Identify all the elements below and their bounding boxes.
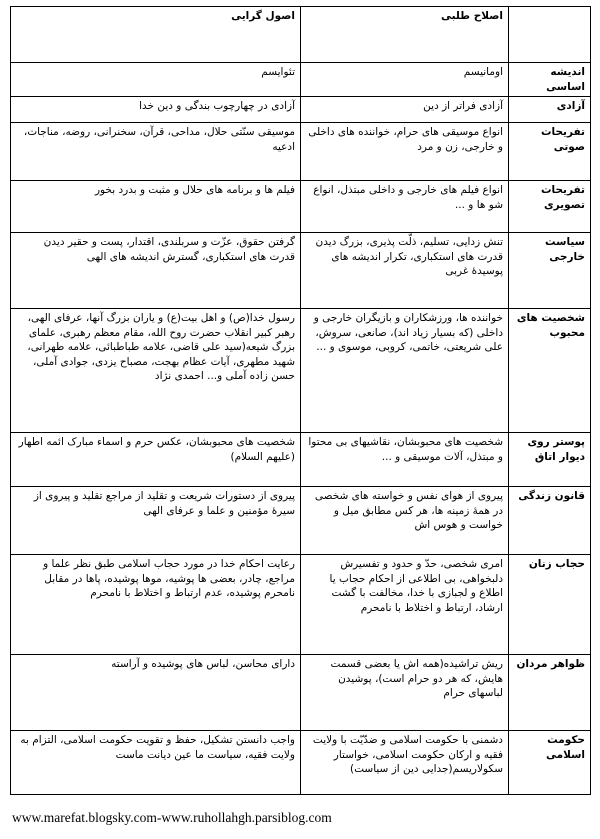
table-row bbox=[11, 655, 591, 731]
fund-cell: موسیقی سنّتی حلال، مداحی، قرآن، سخنرانی، روضه، مناجات، ادعیه bbox=[11, 123, 301, 181]
row-label: شخصیت های محبوب bbox=[509, 309, 591, 433]
footer-urls: www.marefat.blogsky.com-www.ruhollahgh.parsiblog.com bbox=[12, 810, 332, 825]
fund-cell: رعایت احکام خدا در مورد حجاب اسلامی طبق نظر علما و مراجع، چادر، بعضی ها پوشیه، موها پوشیده، پاها در مقابل نامحرم پوشیده، عدم ارتباط و اختلاط با نامحرم bbox=[11, 555, 301, 655]
row-label: حجاب زنان bbox=[509, 555, 591, 655]
fund-cell: آزادی در چهارچوب بندگی و دین خدا bbox=[11, 97, 301, 123]
reform-cell: آزادی فراتر از دین bbox=[301, 97, 509, 123]
row-label: تفریحات تصویری bbox=[509, 181, 591, 233]
reform-cell: شخصیت های محبوبشان، نقاشیهای بی محتوا و مبتذل، آلات موسیقی و ... bbox=[301, 433, 509, 487]
fund-cell: تئوایسم bbox=[11, 63, 301, 97]
table-row bbox=[11, 63, 591, 97]
reform-cell: اومانیسم bbox=[301, 63, 509, 97]
fund-cell: گرفتن حقوق، عزّت و سربلندی، اقتدار، پست و حقیر دیدن قدرت های استکباری، گسترش اندیشه های الهی bbox=[11, 233, 301, 309]
row-label: قانون زندگی bbox=[509, 487, 591, 555]
reform-cell: انواع فیلم های خارجی و داخلی مبتذل، انواع شو ها و ... bbox=[301, 181, 509, 233]
row-label: اندیشه اساسی bbox=[509, 63, 591, 97]
reform-cell: امری شخصی، حدّ و حدود و تفسیرش دلبخواهی، بی اطلاعی از احکام حجاب یا اطلاع و لجبازی با خدا، مخالفت با گشت ارشاد، ارتباط و اختلاط با نامحرم bbox=[301, 555, 509, 655]
comparison-table bbox=[10, 6, 591, 795]
row-label: حکومت اسلامی bbox=[509, 731, 591, 795]
reform-cell: خواننده ها، ورزشکاران و بازیگران خارجی و داخلی (که بسیار زیاد اند)، صانعی، سروش، علی شریعتی، خاتمی، کروبی، موسوی و ... bbox=[301, 309, 509, 433]
fund-cell: رسول خدا(ص) و اهل بیت(ع) و یاران بزرگ آنها، عرفای الهی، رهبر کبیر انقلاب حضرت روح الله، مقام معظم رهبری، علمای بزرگ شیعه(سید علی قاضی، علامه طباطبائی، علامه طهرانی، شهید مطهری، آیات عظام بهجت، مصباح یزدی، جوادی آملی، حسن زاده آملی و... احمدی نژاد bbox=[11, 309, 301, 433]
fund-cell: فیلم ها و برنامه های حلال و مثبت و بدرد بخور bbox=[11, 181, 301, 233]
table-row bbox=[11, 97, 591, 123]
table-row bbox=[11, 181, 591, 233]
header-reform: اصلاح طلبی bbox=[301, 7, 509, 63]
table-header-row bbox=[11, 7, 591, 63]
table-row bbox=[11, 487, 591, 555]
row-label: آزادی bbox=[509, 97, 591, 123]
row-label: پوستر روی دیوار اتاق bbox=[509, 433, 591, 487]
fund-cell: واجب دانستن تشکیل، حفظ و تقویت حکومت اسلامی، التزام به ولایت فقیه، سیاست ما عین دیانت ماست bbox=[11, 731, 301, 795]
table-row bbox=[11, 731, 591, 795]
table-row bbox=[11, 555, 591, 655]
fund-cell: دارای محاسن، لباس های پوشیده و آراسته bbox=[11, 655, 301, 731]
fund-cell: پیروی از دستورات شریعت و تقلید از مراجع تقلید و پیروی از سیرهٔ مؤمنین و علما و عرفای الهی bbox=[11, 487, 301, 555]
reform-cell: پیروی از هوای نفس و خواسته های شخصی در همهٔ زمینه ها، هر کس مطابق میل و خواست و هوس اش bbox=[301, 487, 509, 555]
reform-cell: دشمنی با حکومت اسلامی و ضدّیّت با ولایت فقیه و ارکان حکومت اسلامی، خواستار سکولاریسم(جدایی دین از سیاست) bbox=[301, 731, 509, 795]
row-label: تفریحات صوتی bbox=[509, 123, 591, 181]
header-fundamentalism: اصول گرایی bbox=[11, 7, 301, 63]
table-row bbox=[11, 233, 591, 309]
corner-cell bbox=[509, 7, 591, 63]
table-row bbox=[11, 309, 591, 433]
reform-cell: ریش تراشیده(همه اش یا بعضی قسمت هایش، که هر دو حرام است)، پوشیدن لباسهای حرام bbox=[301, 655, 509, 731]
table-row bbox=[11, 433, 591, 487]
fund-cell: شخصیت های محبوبشان، عکس حرم و اسماء مبارک ائمه اطهار (علیهم السلام) bbox=[11, 433, 301, 487]
table-row bbox=[11, 123, 591, 181]
reform-cell: تنش زدایی، تسلیم، ذلّت پذیری، بزرگ دیدن قدرت های استکباری، تکرار اندیشه های پوسیدهٔ غربی bbox=[301, 233, 509, 309]
row-label: سیاست خارجی bbox=[509, 233, 591, 309]
reform-cell: انواع موسیقی های حرام، خواننده های داخلی و خارجی، زن و مرد bbox=[301, 123, 509, 181]
row-label: ظواهر مردان bbox=[509, 655, 591, 731]
